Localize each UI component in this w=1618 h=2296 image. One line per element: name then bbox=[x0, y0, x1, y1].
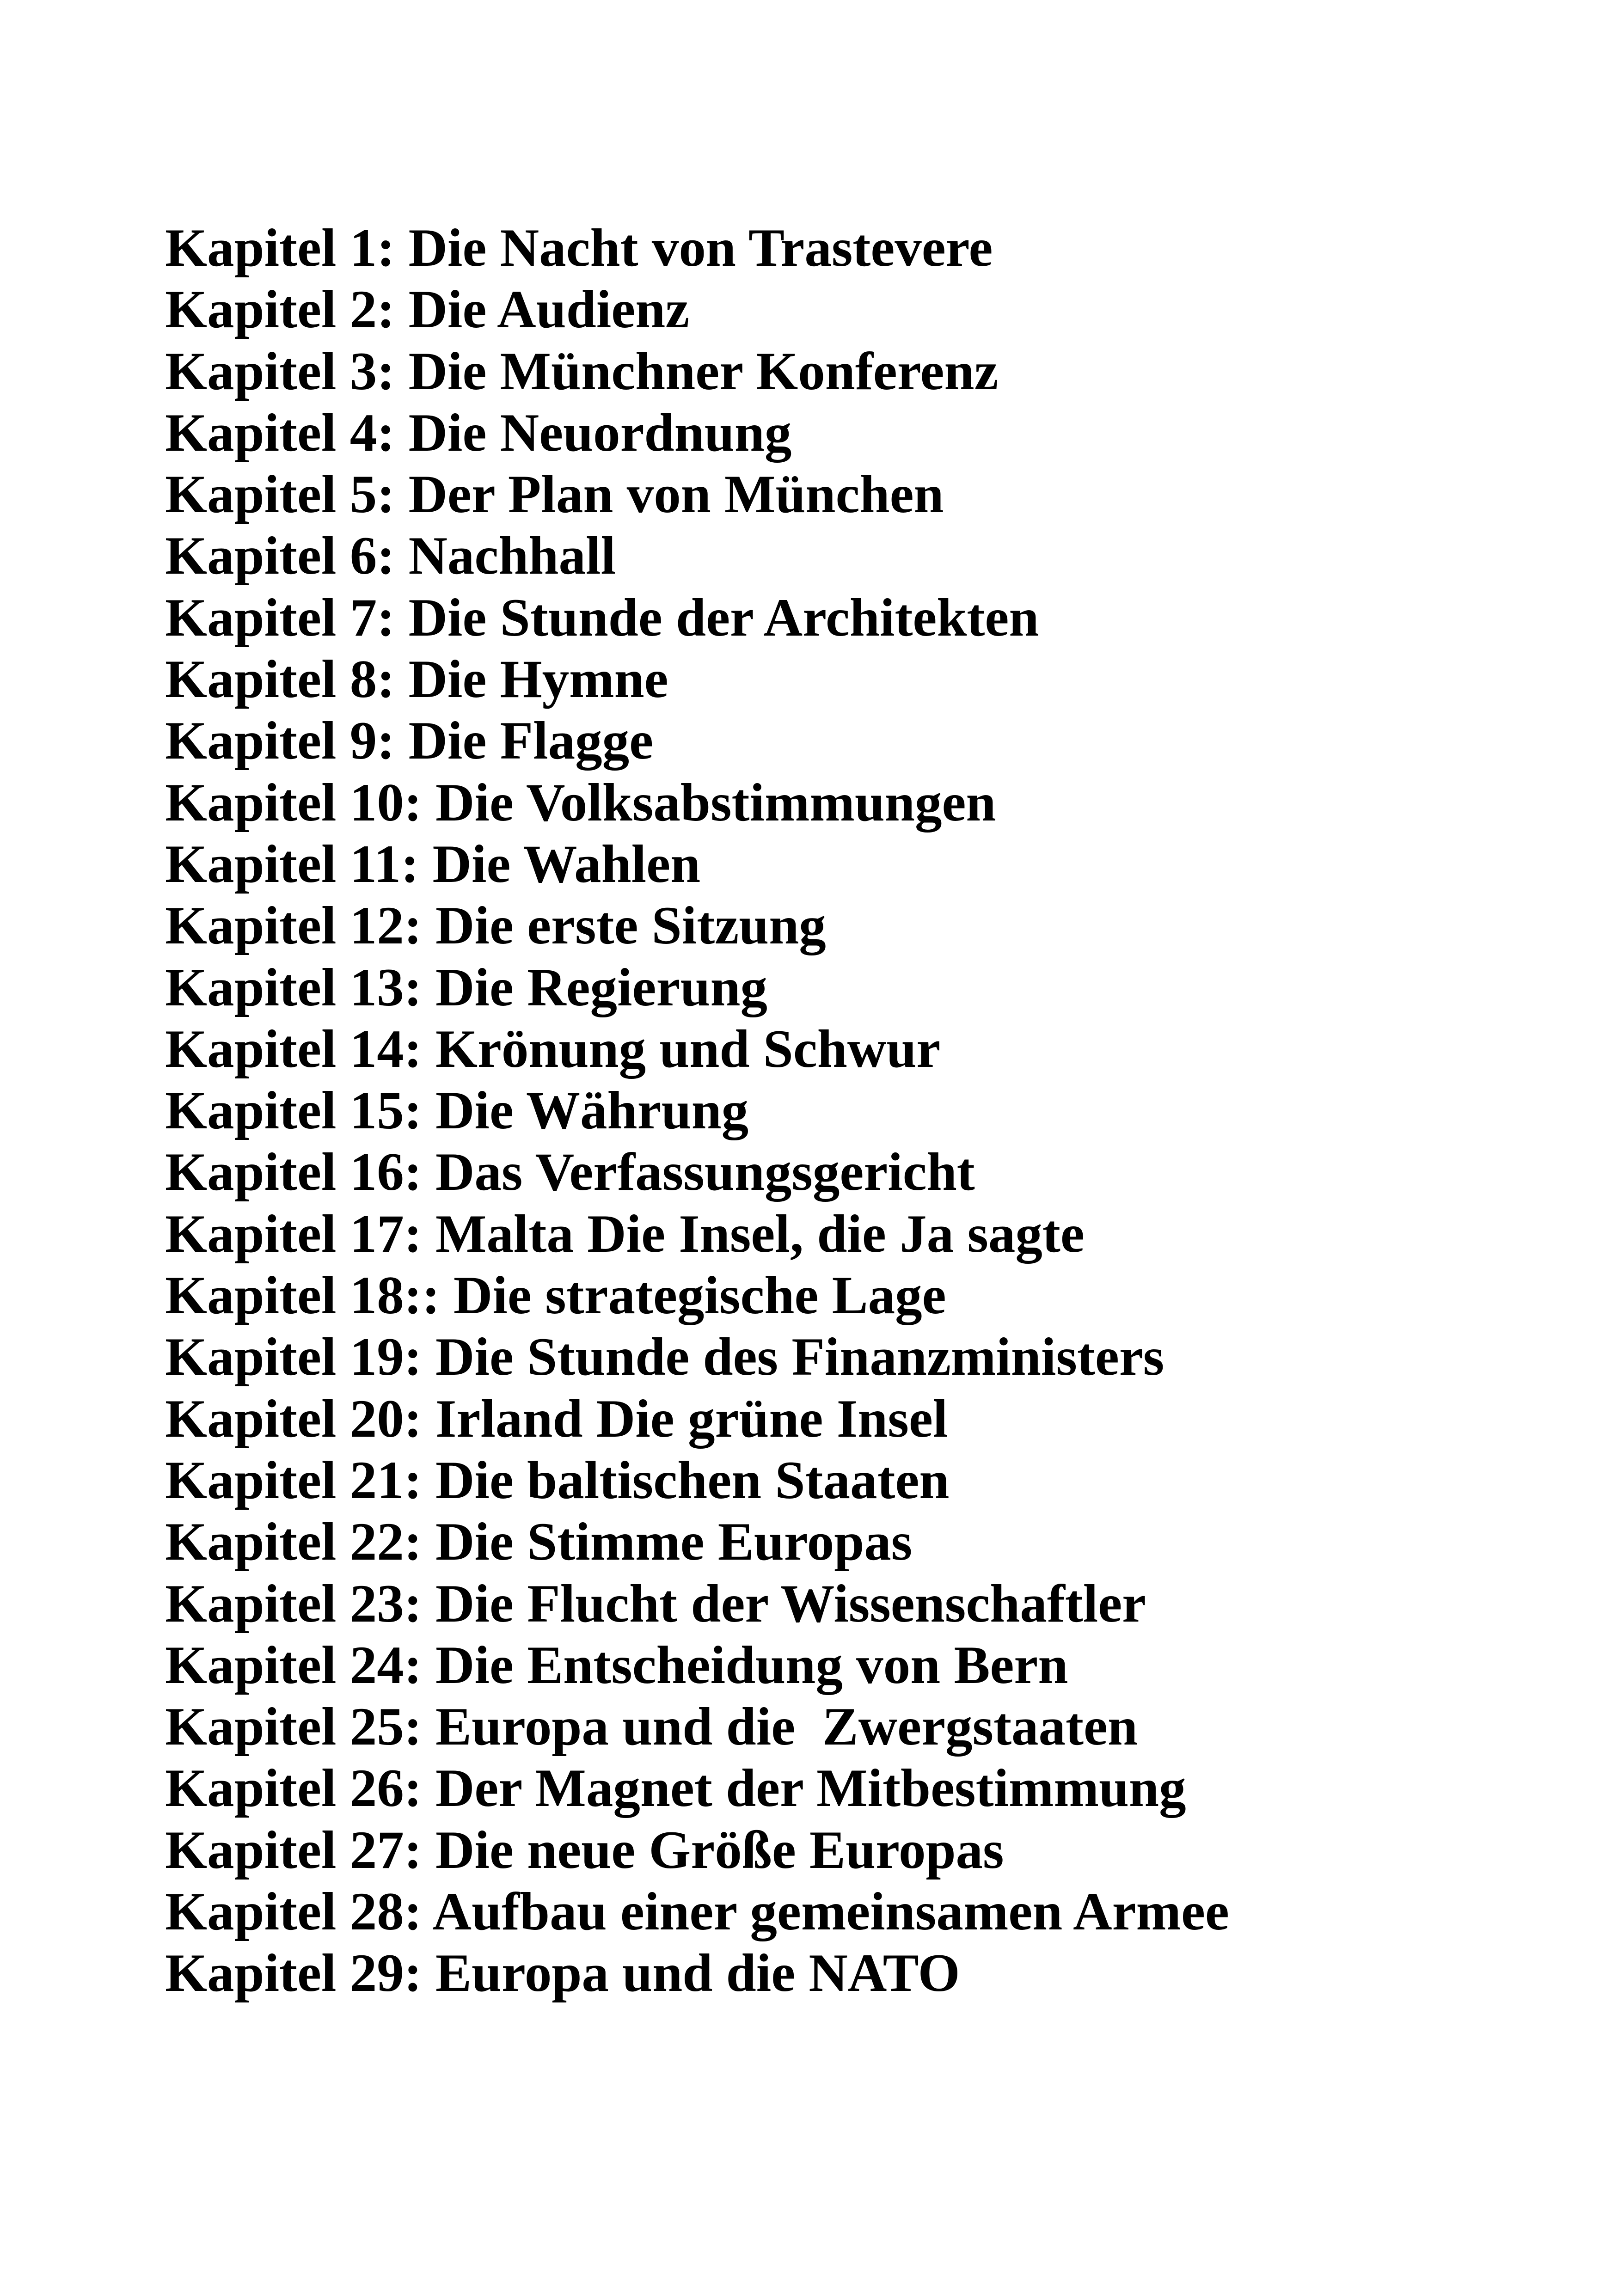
toc-entry-chapter-26: Kapitel 26: Der Magnet der Mitbestimmung bbox=[165, 1758, 1186, 1818]
toc-entry-chapter-28: Kapitel 28: Aufbau einer gemeinsamen Armee bbox=[165, 1882, 1229, 1942]
toc-entry-chapter-10: Kapitel 10: Die Volksabstimmungen bbox=[165, 772, 996, 833]
toc-entry-chapter-7: Kapitel 7: Die Stunde der Architekten bbox=[165, 588, 1039, 648]
toc-entry-chapter-21: Kapitel 21: Die baltischen Staaten bbox=[165, 1450, 950, 1510]
toc-entry-chapter-20: Kapitel 20: Irland Die grüne Insel bbox=[165, 1389, 948, 1449]
toc-entry-chapter-25: Kapitel 25: Europa und die Zwergstaaten bbox=[165, 1697, 1138, 1757]
toc-entry-chapter-4: Kapitel 4: Die Neuordnung bbox=[165, 403, 792, 463]
toc-entry-chapter-5: Kapitel 5: Der Plan von München bbox=[165, 465, 944, 525]
toc-entry-chapter-23: Kapitel 23: Die Flucht der Wissenschaftler bbox=[165, 1574, 1146, 1634]
toc-entry-chapter-16: Kapitel 16: Das Verfassungsgericht bbox=[165, 1142, 975, 1202]
toc-entry-chapter-18: Kapitel 18:: Die strategische Lage bbox=[165, 1266, 946, 1326]
toc-entry-chapter-1: Kapitel 1: Die Nacht von Trastevere bbox=[165, 218, 993, 278]
toc-entry-chapter-9: Kapitel 9: Die Flagge bbox=[165, 711, 654, 771]
toc-entry-chapter-27: Kapitel 27: Die neue Größe Europas bbox=[165, 1820, 1004, 1880]
toc-entry-chapter-11: Kapitel 11: Die Wahlen bbox=[165, 834, 701, 894]
toc-entry-chapter-29: Kapitel 29: Europa und die NATO bbox=[165, 1943, 960, 2003]
toc-entry-chapter-8: Kapitel 8: Die Hymne bbox=[165, 649, 668, 710]
toc-entry-chapter-13: Kapitel 13: Die Regierung bbox=[165, 957, 768, 1017]
toc-entry-chapter-22: Kapitel 22: Die Stimme Europas bbox=[165, 1512, 913, 1572]
toc-entry-chapter-2: Kapitel 2: Die Audienz bbox=[165, 280, 690, 340]
toc-entry-chapter-12: Kapitel 12: Die erste Sitzung bbox=[165, 896, 826, 956]
toc-entry-chapter-3: Kapitel 3: Die Münchner Konferenz bbox=[165, 341, 999, 401]
table-of-contents bbox=[165, 217, 1229, 2004]
toc-entry-chapter-17: Kapitel 17: Malta Die Insel, die Ja sagte bbox=[165, 1204, 1085, 1264]
toc-entry-chapter-14: Kapitel 14: Krönung und Schwur bbox=[165, 1019, 941, 1079]
toc-entry-chapter-19: Kapitel 19: Die Stunde des Finanzministers bbox=[165, 1327, 1164, 1387]
toc-entry-chapter-15: Kapitel 15: Die Währung bbox=[165, 1081, 749, 1141]
toc-entry-chapter-24: Kapitel 24: Die Entscheidung von Bern bbox=[165, 1635, 1068, 1695]
toc-entry-chapter-6: Kapitel 6: Nachhall bbox=[165, 526, 616, 586]
